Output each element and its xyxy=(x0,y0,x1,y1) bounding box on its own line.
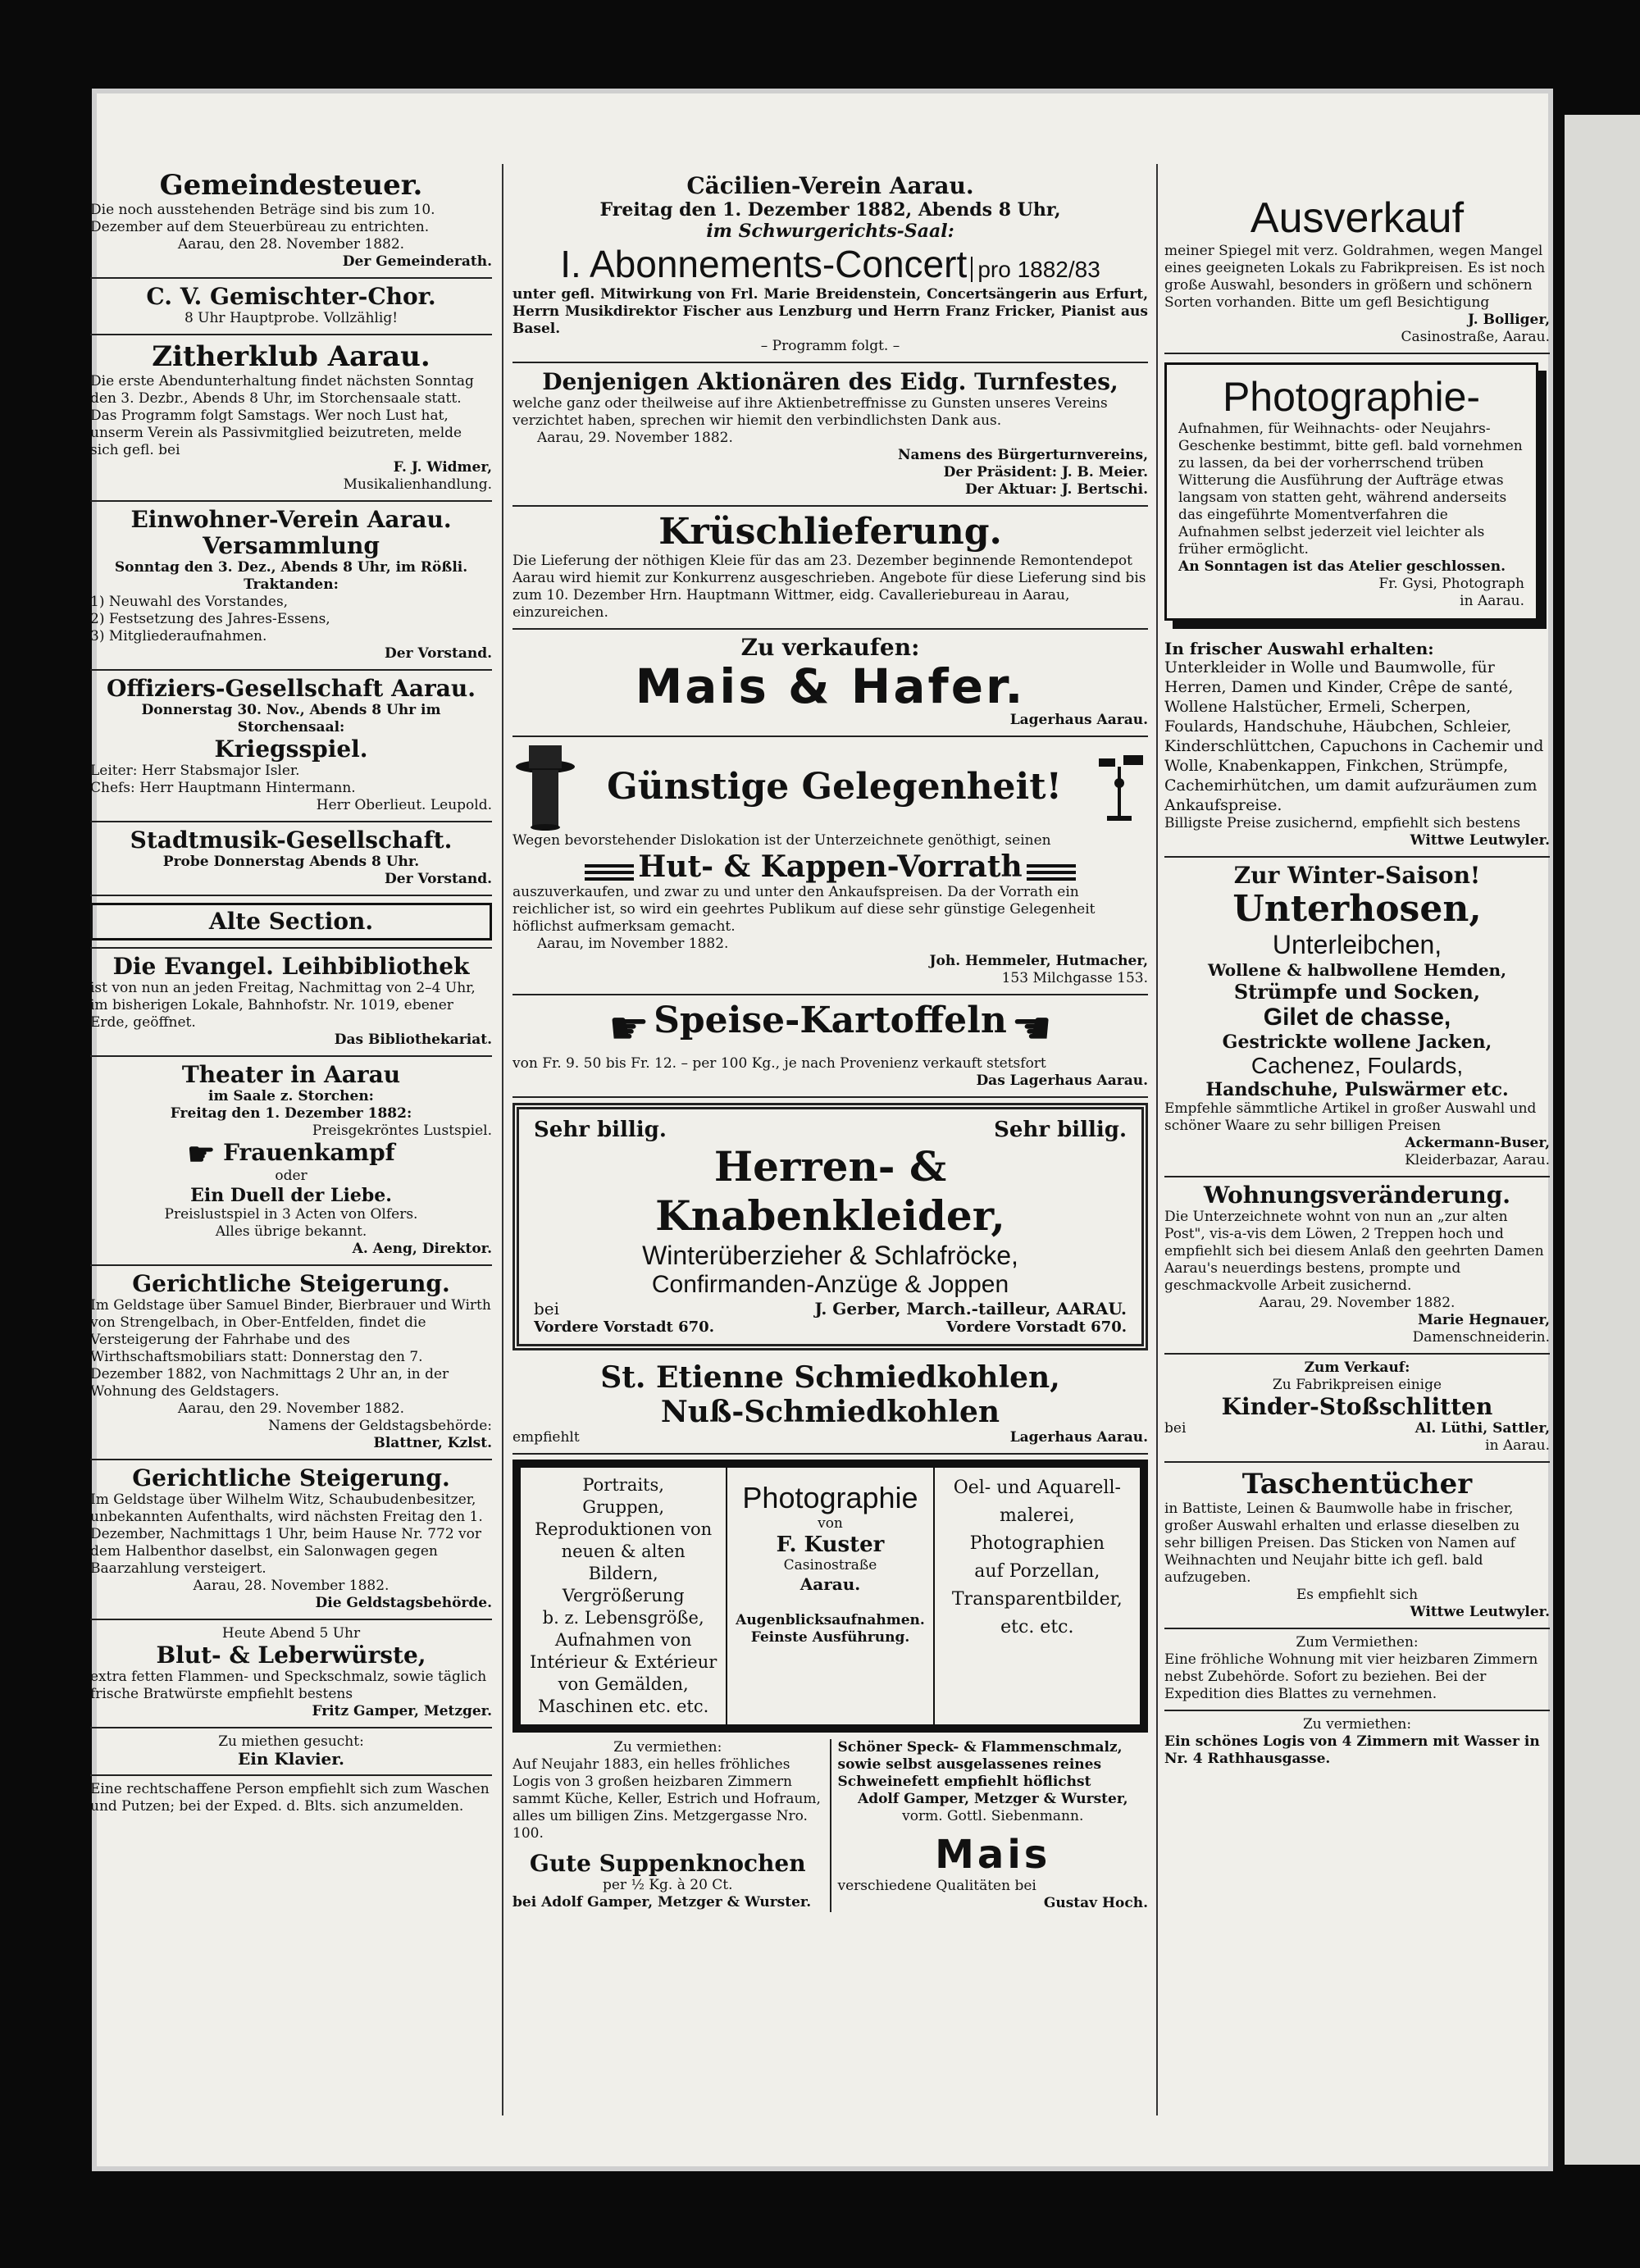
ad-caecilien xyxy=(512,168,1148,363)
ad-address: Vordere Vorstadt 670. xyxy=(534,1318,714,1336)
ad-label: Sehr billig. xyxy=(534,1118,667,1142)
ad-line: Gilet de chasse, xyxy=(1263,1004,1451,1031)
ad-title: Ein Klavier. xyxy=(238,1748,344,1769)
ad-signature: Der Vorstand. xyxy=(385,645,492,662)
ad-body: Eine rechtschaffene Person empfiehlt sich zum Waschen und Putzen; bei der Exped. d. Blts. sich anzumelden. xyxy=(90,1780,490,1815)
ad-title: Die Evangel. Leihbibliothek xyxy=(112,953,470,980)
ad-gysi xyxy=(1164,362,1538,621)
ad-title-row xyxy=(512,742,1148,832)
ad-turnfest xyxy=(512,363,1148,507)
ad-schlitten xyxy=(1164,1355,1550,1463)
bottom-right xyxy=(831,1739,1149,1912)
ad-title: C. V. Gemischter-Chor. xyxy=(146,283,436,310)
ad-klavier xyxy=(90,1728,492,1776)
ad-stadtmusik xyxy=(90,822,492,896)
ad-place: im Schwurgerichts-Saal: xyxy=(706,221,954,242)
ad-line: Herr Oberlieut. Leupold. xyxy=(316,797,492,813)
ad-title-row xyxy=(512,1000,1148,1055)
ad-alte-section xyxy=(90,896,492,949)
ad-body: Unterkleider in Wolle und Baumwolle, für Herren, Damen und Kinder, Crêpe de santé, Wollene Halstücher, Ermeli, Scherpen, Foulards, Handschuhe, Häubchen, Schleier, Kinderschlüttchen, Capuchons in Cachemir und Wolle, Knabenkappen, Finkchen, Strümpfe, Cachemirhütchen, um damit aufzuräumen zum Ankaufspreise. xyxy=(1164,658,1544,814)
ad-body-2: auszuverkaufen, und zwar zu und unter den Ankaufspreisen. Da der Vorrath ein reichlicher ist, so wird ein geehrtes Publikum auf diese sehr günstige Gelegenheit höflichst aufmerksam gemacht. xyxy=(512,884,1096,935)
list-item: auf Porzellan, xyxy=(974,1561,1100,1582)
ad-play xyxy=(90,1135,492,1173)
ad-title: In frischer Auswahl erhalten: xyxy=(1164,639,1434,658)
ad-name-row xyxy=(534,1299,1127,1318)
list-item: Oel- und Aquarell- xyxy=(953,1478,1121,1498)
list-item: von Gemälden, xyxy=(558,1674,689,1694)
kuster-left xyxy=(521,1468,727,1724)
ad-cv xyxy=(90,279,492,335)
ad-vermiethen-2 xyxy=(1164,1711,1550,1768)
ad-wohnung xyxy=(1164,1177,1550,1355)
ad-line: Wollene & halbwollene Hemden, xyxy=(1207,960,1507,980)
ad-line: Feinste Ausführung. xyxy=(750,1629,910,1646)
ad-body: Die Unterzeichnete wohnt von nun an „zur alten Post", vis-a-vis dem Löwen, 2 Treppen hoch und empfiehlt sich bei diesem Anlaß den geehrten Damen Aarau's neuerdings bestens, prompte und geschmackvolle Arbeit zusichernd. xyxy=(1164,1209,1544,1294)
ad-pre: empfiehlt xyxy=(512,1429,580,1446)
ad-body: von Fr. 9. 50 bis Fr. 12. – per 100 Kg., je nach Provenienz verkauft stetsfort xyxy=(512,1055,1046,1072)
ad-line: Preislustspiel in 3 Acten von Olfers. xyxy=(164,1205,418,1223)
ad-address: Vordere Vorstadt 670. xyxy=(946,1318,1127,1336)
ad-signature: bei Adolf Gamper, Metzger & Wurster. xyxy=(512,1894,812,1910)
ad-body: verschiedene Qualitäten bei xyxy=(837,1878,1036,1894)
ad-body: ist von nun an jeden Freitag, Nachmittag von 2–4 Uhr, im bisherigen Lokale, Bahnhofstr. Nr. 1019, ebener Erde, geöffnet. xyxy=(90,980,476,1031)
list-item: 3) Mitgliederaufnahmen. xyxy=(90,628,267,644)
ad-line: Strümpfe und Socken, xyxy=(1233,980,1481,1004)
ad-billig-row xyxy=(534,1118,1127,1142)
ad-event: Kriegsspiel. xyxy=(214,736,368,763)
bottom-left xyxy=(512,1739,831,1912)
ad-label: bei xyxy=(1164,1420,1187,1437)
ad-signature: Der Gemeinderath. xyxy=(342,253,492,270)
ad-title: Mais & Hafer. xyxy=(635,658,1026,714)
ad-body: extra fetten Flammen- und Speckschmalz, sowie täglich frische Bratwürste empfiehlt bestens xyxy=(90,1668,487,1702)
ad-address: 153 Milchgasse 153. xyxy=(1001,970,1148,986)
ad-body: Auf Neujahr 1883, ein helles fröhliches Logis von 3 großen heizbaren Zimmern sammt Küche, Keller, Estrich und Hofraum, alles um billigen Zins. Metzgergasse Nro. 100. xyxy=(512,1756,821,1842)
ad-line: Gestrickte wollene Jacken, xyxy=(1222,1032,1492,1053)
ad-line: Augenblicksaufnahmen. xyxy=(736,1612,925,1628)
stripes-decoration xyxy=(585,864,634,882)
pointing-hand-icon: ☛ xyxy=(1010,1002,1053,1055)
list-item: 1) Neuwahl des Vorstandes, xyxy=(90,594,289,610)
column-rule-left xyxy=(502,164,503,2115)
hat-stand-icon xyxy=(1091,750,1148,824)
ad-city: Aarau. xyxy=(800,1574,861,1594)
ad-title-2: Nuß-Schmiedkohlen xyxy=(660,1395,1000,1429)
ad-body: Im Geldstage über Samuel Binder, Bierbrauer und Wirth von Strengelbach, in Ober-Entfelden, findet die Versteigerung der Fahrhabe und des Wirthschaftsmobiliars statt: Donnerstag den 7. Dezember 1882, von Nachmittags 2 Uhr an, in der Wohnung des Geldstagers. xyxy=(90,1296,491,1400)
ad-pre: Es empfiehlt sich xyxy=(1296,1587,1419,1603)
ad-line: von xyxy=(818,1515,843,1532)
ad-zither xyxy=(90,335,492,502)
ad-body: Die noch ausstehenden Beträge sind bis zum 10. Dezember auf dem Steuerbüreau zu entrichten. xyxy=(90,202,435,235)
ad-taschentuecher xyxy=(1164,1463,1550,1629)
list-item: b. z. Lebensgröße, xyxy=(542,1608,704,1628)
ad-body: Ein schönes Logis von 4 Zimmern mit Wasser in Nr. 4 Rathhausgasse. xyxy=(1164,1733,1540,1767)
ad-signature: Lagerhaus Aarau. xyxy=(1009,1429,1148,1446)
ad-title-2: Hut- & Kappen-Vorrath xyxy=(638,849,1023,884)
ad-signature: Ackermann-Buser, xyxy=(1405,1135,1550,1151)
list-item: Vergrößerung xyxy=(562,1586,685,1605)
ad-title: Photographie- xyxy=(1222,374,1481,420)
ad-label: Sehr billig. xyxy=(994,1118,1127,1142)
ad-signature: Wittwe Leutwyler. xyxy=(1410,1604,1550,1620)
ad-signature: Fr. Gysi, Photograph xyxy=(1378,576,1524,592)
ad-date: Aarau, 29. November 1882. xyxy=(1259,1295,1456,1311)
list-item: Gruppen, xyxy=(582,1497,665,1517)
ad-body: in Battiste, Leinen & Baumwolle habe in frischer, großer Auswahl erhalten und erlasse dieselben zu sehr billigen Preisen. Das Sticken von Namen auf Weihnachten und Neujahr bitte ich gefl. bald aufzugeben. xyxy=(1164,1501,1520,1586)
ad-title: Günstige Gelegenheit! xyxy=(607,766,1062,808)
ad-signature-2: Musikalienhandlung. xyxy=(343,476,492,493)
ad-body: Aufnahmen, für Weihnachts- oder Neujahrs-Geschenke bestimmt, bitte gefl. bald vornehmen zu lassen, da bei der vorherrschend trüben Witterung die Ausführung der Aufträge etwas langsam von statten geht, während anderseits das eingeführte Momentverfahren die Aufnahmen selbst jederzeit viel leichter als früher ermöglicht. xyxy=(1178,421,1523,558)
ad-title: Zitherklub Aarau. xyxy=(152,340,430,373)
ad-body: Schöner Speck- & Flammenschmalz, sowie selbst ausgelassenes reines Schweinefett empfiehlt höflichst xyxy=(837,1739,1123,1790)
ad-line: Billigste Preise zusichernd, empfiehlt sich bestens xyxy=(1164,815,1521,831)
ad-signature: Gustav Hoch. xyxy=(1043,1895,1148,1911)
list-item: malerei, xyxy=(1000,1505,1075,1526)
ad-signature: Der Vorstand. xyxy=(385,871,492,887)
ad-signature-2: vorm. Gottl. Siebenmann. xyxy=(902,1808,1084,1824)
ad-title: Theater in Aarau xyxy=(181,1061,401,1088)
ad-address-row xyxy=(534,1318,1127,1336)
list-item: 2) Festsetzung des Jahres-Essens, xyxy=(90,611,330,627)
ad-steigerung-2 xyxy=(90,1460,492,1620)
ad-kohlen xyxy=(512,1355,1148,1455)
ad-signature: Joh. Hemmeler, Hutmacher, xyxy=(929,953,1148,969)
ad-krueschlieferung xyxy=(512,507,1148,630)
ad-vermiethen-1 xyxy=(1164,1629,1550,1711)
right-column xyxy=(1164,189,1550,1768)
ad-body: per ½ Kg. à 20 Ct. xyxy=(602,1877,733,1893)
list-item: Maschinen etc. etc. xyxy=(538,1696,709,1716)
ad-subtitle: im Saale z. Storchen: xyxy=(208,1088,374,1104)
next-page-edge xyxy=(1565,115,1640,2165)
list-item: neuen & alten Bildern, xyxy=(561,1542,686,1583)
ad-address: Casinostraße, Aarau. xyxy=(1401,329,1550,345)
ad-sign-row xyxy=(1164,1420,1550,1437)
ad-line: An Sonntagen ist das Atelier geschlossen. xyxy=(1178,558,1506,575)
list-item: Photographien xyxy=(969,1533,1105,1554)
ad-body: Die Lieferung der nöthigen Kleie für das am 23. Dezember beginnende Remontendepot Aarau wird hiemit zur Konkurrenz ausgeschrieben. Angebote für diese Lieferung sind bis zum 10. Dezember Hrn. Hauptmann Wittmer, eidg. Cavalleriebureau in Aarau, einzureichen. xyxy=(512,553,1146,621)
ad-title: Photographie xyxy=(742,1481,918,1514)
ad-title: St. Etienne Schmiedkohlen, xyxy=(600,1360,1060,1395)
ad-hut-kappen xyxy=(512,737,1148,995)
ad-pre: Zum Vermiethen: xyxy=(1296,1634,1419,1651)
ad-title: Gerichtliche Steigerung. xyxy=(132,1464,450,1492)
ad-wurst xyxy=(90,1620,492,1728)
ad-signature: Marie Hegnauer, xyxy=(1418,1312,1550,1328)
ad-steigerung-1 xyxy=(90,1266,492,1460)
kuster-center xyxy=(727,1468,934,1724)
ad-title: Alte Section. xyxy=(90,903,492,940)
ad-body: Probe Donnerstag Abends 8 Uhr. xyxy=(162,854,420,870)
ad-date: Aarau, den 29. November 1882. xyxy=(177,1400,405,1417)
ad-line: Handschuhe, Pulswärmer etc. xyxy=(1205,1079,1509,1100)
ad-pre: Heute Abend 5 Uhr xyxy=(221,1624,361,1642)
concert-title: I. Abonnements-Concert xyxy=(560,243,968,285)
ad-pre: Zu verkaufen: xyxy=(740,634,920,661)
ad-title: Ausverkauf xyxy=(1250,194,1465,242)
ad-mais-hafer xyxy=(512,630,1148,737)
ad-line: oder xyxy=(275,1167,308,1184)
kuster-right xyxy=(935,1468,1140,1724)
ad-title: Taschentücher xyxy=(1241,1468,1473,1501)
ad-body: Eine fröhliche Wohnung mit vier heizbaren Zimmern nebst Zubehörde. Sofort zu beziehen. Bei der Expedition dies Blattes zu vernehmen. xyxy=(1164,1651,1538,1702)
stripes-decoration xyxy=(1027,864,1076,882)
ad-winter xyxy=(1164,858,1550,1177)
list-item: Aufnahmen von Intérieur & Extérieur xyxy=(530,1630,718,1672)
column-rule-right xyxy=(1156,164,1158,2115)
ad-signature-3: Der Aktuar: J. Bertschi. xyxy=(965,481,1148,498)
ad-title: Stadtmusik-Gesellschaft. xyxy=(130,827,453,854)
ad-body: welche ganz oder theilweise auf ihre Aktienbetreffnisse zu Gunsten unseres Vereins verzichtet haben, sprechen wir hiemit den verbindlichsten Dank aus. xyxy=(512,395,1108,429)
ad-signature: Adolf Gamper, Metzger & Wurster, xyxy=(858,1791,1128,1807)
ad-title: Denjenigen Aktionären des Eidg. Turnfestes, xyxy=(542,368,1118,395)
ad-pre: Zum Verkauf: xyxy=(1304,1359,1410,1376)
ad-signature: Das Lagerhaus Aarau. xyxy=(976,1073,1148,1089)
ad-body: Sonntag den 3. Dez., Abends 8 Uhr, im Rößli. xyxy=(114,559,468,576)
ad-title: Herren- & Knabenkleider, xyxy=(655,1142,1005,1240)
top-hat-icon xyxy=(512,742,578,832)
ad-title: Gerichtliche Steigerung. xyxy=(132,1269,450,1297)
ad-body: meiner Spiegel mit verz. Goldrahmen, wegen Mangel eines geeigneten Lokals zu Fabrikpreisen. Es ist noch große Auswahl, besonders in größern und schönern Sorten vorhanden. Bitte um gefl Besichtigung xyxy=(1164,243,1546,311)
ad-line: – Programm folgt. – xyxy=(760,338,900,354)
middle-column xyxy=(512,168,1148,1912)
ad-signature-2: Der Präsident: J. B. Meier. xyxy=(943,464,1148,480)
ad-label: bei xyxy=(534,1299,560,1318)
ad-title: Krüschlieferung. xyxy=(658,511,1002,553)
ad-title: Einwohner-Verein Aarau. xyxy=(130,506,452,533)
ad-title: Kinder-Stoßschlitten xyxy=(1221,1393,1493,1420)
ad-title-2-row xyxy=(512,849,1148,884)
concert-season: pro 1882/83 xyxy=(971,257,1100,282)
ad-body: Im Geldstage über Wilhelm Witz, Schaubudenbesitzer, unbekannten Aufenthalts, wird nächsten Freitag den 1. Dezember, Nachmittags 1 Uhr, beim Hause Nr. 772 vor dem Halbenthor daselbst, ein Salonwagen gegen Baarzahlung versteigert. xyxy=(90,1491,483,1577)
ad-signature-2: Damenschneiderin. xyxy=(1412,1329,1550,1346)
pointing-hand-icon: ☛ xyxy=(608,1002,650,1055)
ad-kartoffeln xyxy=(512,995,1148,1098)
ad-pre: Zu vermiethen: xyxy=(613,1739,722,1756)
ad-pre: Zu miethen gesucht: xyxy=(218,1733,364,1750)
ad-date: Aarau, den 28. November 1882. xyxy=(177,236,405,253)
ad-title: Wohnungsveränderung. xyxy=(1203,1182,1511,1209)
list-item: Portraits, xyxy=(582,1475,664,1495)
ad-address: Casinostraße xyxy=(783,1557,877,1573)
ad-person xyxy=(90,1776,492,1815)
ad-sign-row xyxy=(512,1429,1148,1446)
ad-line: Preisgekröntes Lustspiel. xyxy=(312,1123,492,1139)
ad-line: Confirmanden-Anzüge & Joppen xyxy=(651,1271,1009,1298)
ad-signature-2: Blattner, Kzlst. xyxy=(373,1434,492,1451)
ad-title-2: Unterhosen, xyxy=(1232,888,1482,930)
ad-leihbibliothek xyxy=(90,949,492,1057)
ad-signature: Wittwe Leutwyler. xyxy=(1410,832,1550,849)
ad-signature: F. Kuster xyxy=(776,1532,885,1557)
ad-signature: Fritz Gamper, Metzger. xyxy=(312,1702,492,1719)
ad-signature: Namens des Bürgerturnvereins, xyxy=(897,447,1148,463)
ad-signature: Die Geldstagsbehörde. xyxy=(315,1594,492,1611)
ad-signature: F. J. Widmer, xyxy=(393,459,492,476)
bottom-row xyxy=(512,1739,1148,1912)
ad-title: Gemeindesteuer. xyxy=(159,169,423,202)
ad-line: Leiter: Herr Stabsmajor Isler. xyxy=(90,763,300,779)
ad-kuster xyxy=(512,1460,1148,1733)
pointing-hand-icon: ☛ xyxy=(187,1135,216,1173)
ad-offiziers xyxy=(90,671,492,822)
ad-signature: Das Bibliothekariat. xyxy=(334,1032,492,1048)
ad-body: 8 Uhr Hauptprobe. Vollzählig! xyxy=(184,310,399,326)
ad-line: Alles übrige bekannt. xyxy=(215,1223,367,1240)
ad-subtitle: Versammlung xyxy=(203,532,380,559)
ad-signature: J. Gerber, March.-tailleur, AARAU. xyxy=(814,1299,1127,1318)
ad-date: Freitag den 1. Dezember 1882, Abends 8 Uhr, xyxy=(599,199,1061,221)
ad-signature: Lagerhaus Aarau. xyxy=(1009,712,1148,728)
ad-signature: A. Aeng, Direktor. xyxy=(352,1240,492,1257)
list-item: etc. etc. xyxy=(1000,1617,1074,1637)
play-title: Frauenkampf xyxy=(223,1139,395,1166)
ad-signature: J. Bolliger, xyxy=(1468,312,1550,328)
ad-signature: Al. Lüthi, Sattler, xyxy=(1414,1420,1550,1437)
ad-einwohner xyxy=(90,502,492,671)
play-subtitle: Ein Duell der Liebe. xyxy=(190,1184,392,1206)
ad-gemeindesteuer xyxy=(90,164,492,279)
ad-title: Zur Winter-Saison! xyxy=(1233,862,1481,889)
ad-line: Chefs: Herr Hauptmann Hintermann. xyxy=(90,780,356,796)
ad-body: Wegen bevorstehender Dislokation ist der Unterzeichnete genöthigt, seinen xyxy=(512,832,1051,849)
ad-line: Winterüberzieher & Schlafröcke, xyxy=(642,1241,1018,1270)
concert-title-row xyxy=(512,242,1148,286)
ad-line: Cachenez, Foulards, xyxy=(1250,1053,1464,1078)
ad-title: Gute Suppenknochen xyxy=(529,1850,806,1877)
ad-list-header: Traktanden: xyxy=(244,576,339,593)
ad-city: in Aarau. xyxy=(1485,1437,1550,1454)
ad-title: Cäcilien-Verein Aarau. xyxy=(686,172,974,199)
list-item: Reproduktionen von xyxy=(535,1519,713,1539)
ad-title: Mais xyxy=(935,1832,1051,1878)
ad-signature-2: Kleiderbazar, Aarau. xyxy=(1405,1152,1550,1168)
ad-date: Aarau, 29. November 1882. xyxy=(537,430,733,446)
ad-title: Blut- & Leberwürste, xyxy=(156,1641,426,1669)
ad-date: Aarau, 28. November 1882. xyxy=(193,1577,390,1594)
ad-signature: Namens der Geldstagsbehörde: xyxy=(268,1417,492,1434)
ad-title: Speise-Kartoffeln xyxy=(654,1000,1007,1041)
ad-city: in Aarau. xyxy=(1460,593,1524,609)
ad-leutwyler xyxy=(1164,635,1550,858)
left-column xyxy=(90,164,492,1815)
ad-line: Unterleibchen, xyxy=(1272,930,1442,959)
ad-pre: Zu vermiethen: xyxy=(1302,1716,1412,1733)
ad-gerber xyxy=(512,1103,1148,1350)
ad-theater xyxy=(90,1057,492,1266)
ad-title: Offiziers-Gesellschaft Aarau. xyxy=(107,675,476,702)
ad-ausverkauf xyxy=(1164,189,1550,354)
ad-body: Empfehle sämmtliche Artikel in großer Auswahl und schöner Waare zu sehr billigen Preisen xyxy=(1164,1100,1537,1134)
ad-date: Aarau, im November 1882. xyxy=(537,936,729,952)
list-item: Transparentbilder, xyxy=(951,1589,1123,1610)
ad-pre-2: Zu Fabrikpreisen einige xyxy=(1272,1377,1442,1393)
ad-body: Die erste Abendunterhaltung findet nächsten Sonntag den 3. Dezbr., Abends 8 Uhr, im Storchensaale statt. Das Programm folgt Samstags. Wer noch Lust hat, unserm Verein als Passivmitglied beizutreten, melde sich gefl. bei xyxy=(90,373,474,458)
ad-body: unter gefl. Mitwirkung von Frl. Marie Breidenstein, Concertsängerin aus Erfurt, Herrn Musikdirektor Fischer aus Lenzburg und Herrn Franz Fricker, Pianist aus Basel. xyxy=(512,286,1148,337)
ad-body: Donnerstag 30. Nov., Abends 8 Uhr im Storchensaal: xyxy=(141,702,441,736)
ad-date: Freitag den 1. Dezember 1882: xyxy=(170,1105,412,1122)
